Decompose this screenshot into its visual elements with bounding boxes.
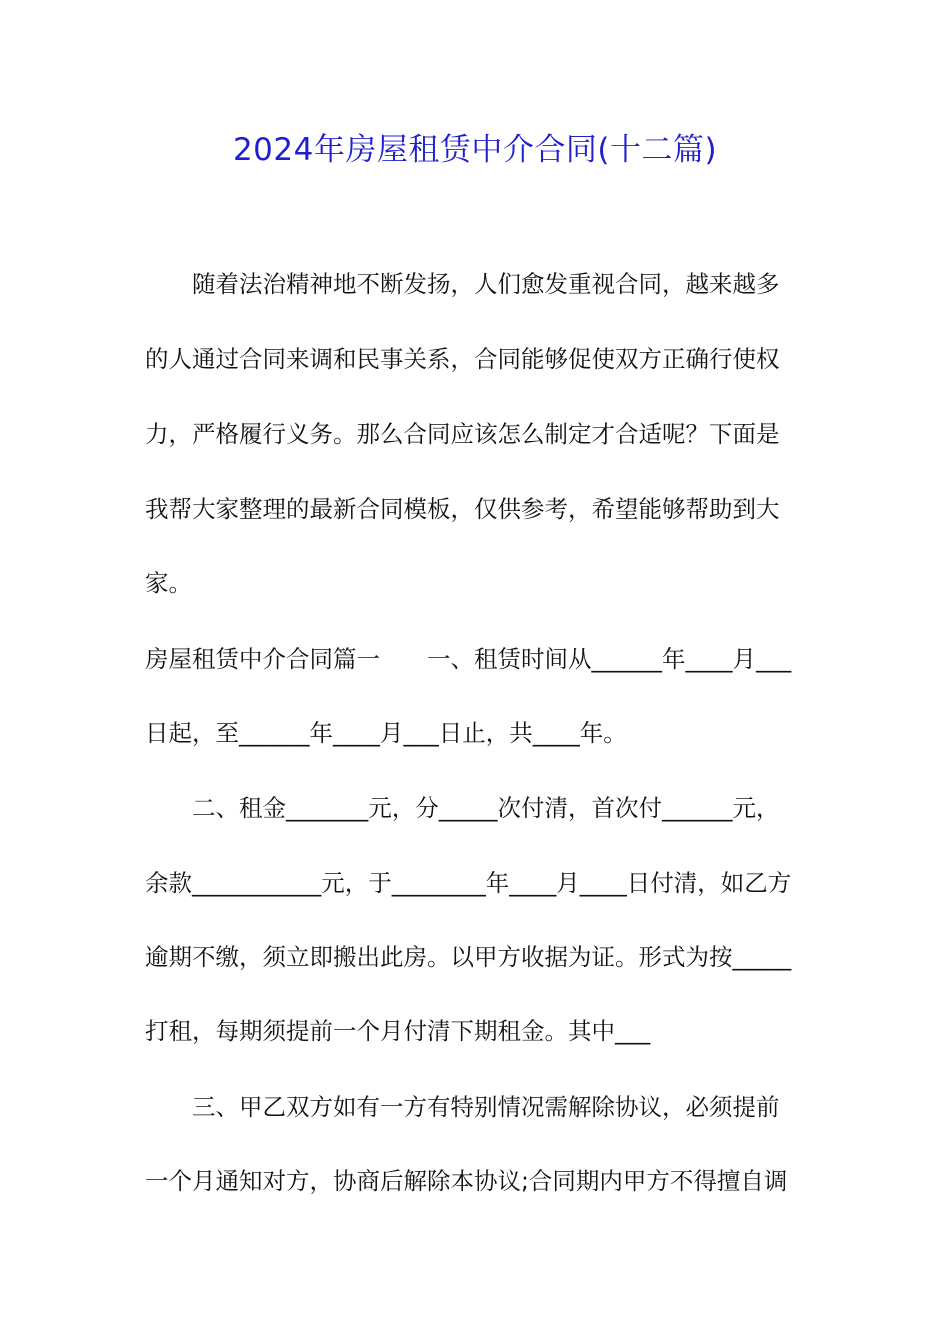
body-line-12: 三、甲乙双方如有一方有特别情况需解除协议，必须提前 xyxy=(145,1093,780,1121)
document-title: 2024年房屋租赁中介合同(十二篇) xyxy=(232,132,718,168)
body-line-2: 的人通过合同来调和民事关系，合同能够促使双方正确行使权 xyxy=(145,345,780,373)
body-line-7: 日起，至______年____月___日止，共____年。 xyxy=(145,719,627,747)
body-line-5: 家。 xyxy=(145,569,192,597)
body-line-6: 房屋租赁中介合同篇一 一、租赁时间从______年____月___ xyxy=(145,645,792,673)
body-line-13: 一个月通知对方，协商后解除本协议;合同期内甲方不得擅自调 xyxy=(145,1167,788,1195)
body-line-9: 余款___________元，于________年____月____日付清，如乙方 xyxy=(145,869,792,897)
body-line-4: 我帮大家整理的最新合同模板，仅供参考，希望能够帮助到大 xyxy=(145,495,780,523)
body-line-11: 打租，每期须提前一个月付清下期租金。其中___ xyxy=(145,1017,651,1045)
body-line-3: 力，严格履行义务。那么合同应该怎么制定才合适呢？下面是 xyxy=(145,420,780,448)
body-line-10: 逾期不缴，须立即搬出此房。以甲方收据为证。形式为按_____ xyxy=(145,943,792,971)
body-line-8: 二、租金_______元，分_____次付清，首次付______元， xyxy=(145,794,780,822)
body-line-1: 随着法治精神地不断发扬，人们愈发重视合同，越来越多 xyxy=(145,270,780,298)
